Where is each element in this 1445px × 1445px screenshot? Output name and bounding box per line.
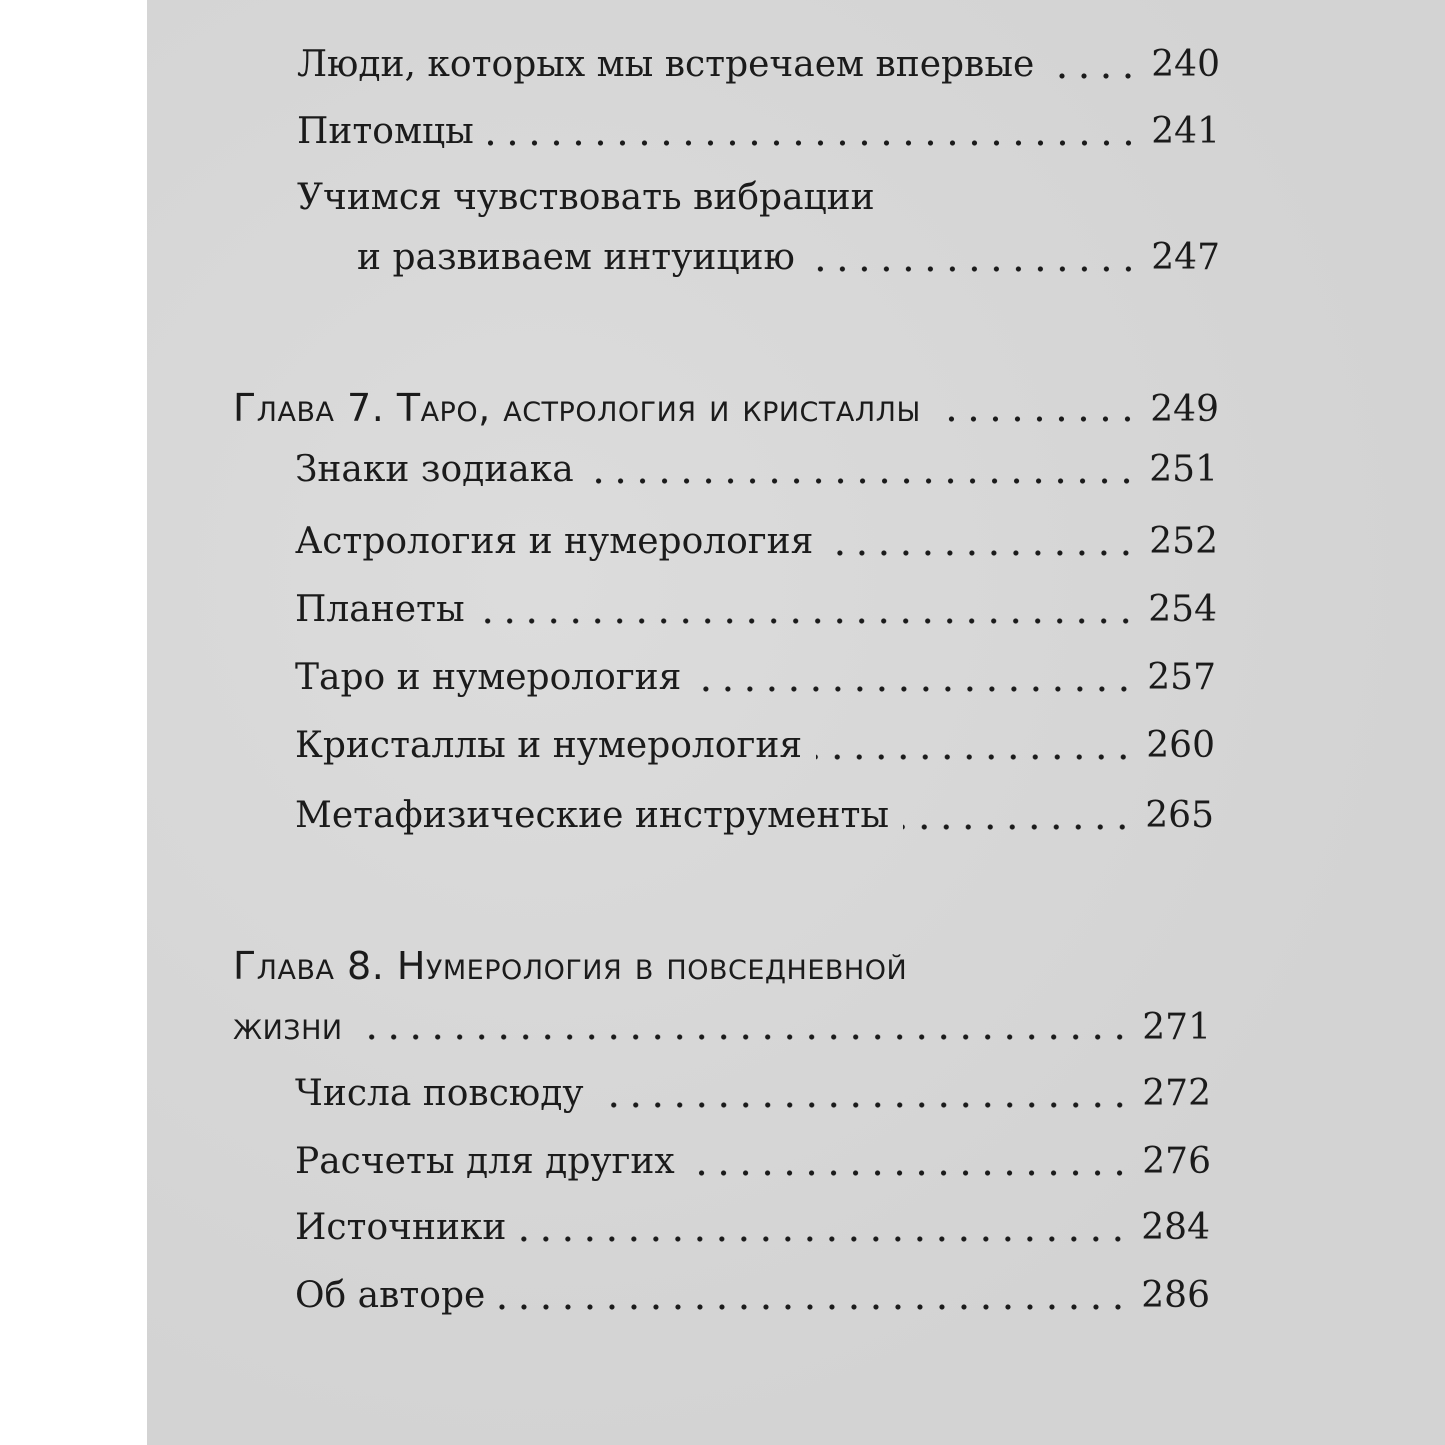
entry-title: Кристаллы и нумерология	[295, 725, 803, 766]
toc-entry	[295, 1069, 1211, 1119]
toc-entry	[295, 1137, 1211, 1187]
dot-leader	[520, 1236, 1129, 1242]
entry-page: 272	[1142, 1073, 1211, 1114]
entry-title: Числа повсюду	[295, 1073, 584, 1114]
entry-page: 271	[1142, 1007, 1211, 1048]
toc-entry	[297, 40, 1220, 90]
entry-title: и развиваем интуицию	[357, 237, 795, 278]
entry-title: Люди, которых мы встречаем впервые	[297, 44, 1035, 85]
entry-title: Планеты	[295, 589, 465, 630]
dot-leader	[598, 1102, 1131, 1108]
entry-title: Метафизические инструменты	[295, 795, 890, 836]
chapter-title: жизни	[233, 1004, 343, 1048]
toc-chapter	[233, 1001, 1211, 1051]
toc-entry	[295, 445, 1218, 495]
toc-entry	[295, 1271, 1210, 1321]
entry-title: Знаки зодиака	[295, 449, 574, 490]
entry-page: 249	[1150, 389, 1219, 430]
dot-leader	[903, 824, 1133, 830]
toc-entry	[295, 1203, 1210, 1253]
entry-page: 254	[1148, 589, 1217, 630]
entry-title: Об авторе	[295, 1275, 486, 1316]
entry-page: 286	[1141, 1275, 1210, 1316]
dot-leader	[695, 686, 1135, 692]
toc-chapter	[233, 383, 1219, 433]
toc-entry	[295, 517, 1218, 567]
toc-chapter-line1	[233, 941, 907, 991]
entry-page: 284	[1141, 1207, 1210, 1248]
dot-leader	[479, 618, 1137, 624]
chapter-title-line1: Глава 8. Нумерология в повседневной	[233, 944, 908, 988]
dot-leader	[588, 478, 1138, 484]
toc-entry-line1	[297, 173, 875, 223]
dot-leader	[935, 416, 1138, 422]
entry-page: 260	[1146, 725, 1215, 766]
dot-leader	[357, 1034, 1131, 1040]
entry-page: 247	[1151, 237, 1220, 278]
entry-title: Астрология и нумерология	[295, 521, 814, 562]
toc-entry	[295, 585, 1217, 635]
entry-page: 252	[1149, 521, 1218, 562]
entry-page: 240	[1151, 44, 1220, 85]
entry-page: 257	[1147, 657, 1216, 698]
toc-entry	[357, 233, 1220, 283]
toc-entry	[295, 653, 1216, 703]
entry-page: 251	[1149, 449, 1218, 490]
toc-entry	[297, 107, 1220, 157]
dot-leader	[816, 754, 1134, 760]
entry-title: Расчеты для других	[295, 1141, 675, 1182]
entry-title: Питомцы	[297, 111, 474, 152]
dot-leader	[809, 266, 1139, 272]
dot-leader	[827, 550, 1137, 556]
dot-leader	[488, 140, 1139, 146]
dot-leader	[499, 1304, 1129, 1310]
entry-page: 265	[1145, 795, 1214, 836]
entry-title-line1: Учимся чувствовать вибрации	[297, 177, 875, 218]
entry-title: Источники	[295, 1207, 507, 1248]
dot-leader	[1048, 73, 1139, 79]
dot-leader	[689, 1170, 1131, 1176]
entry-title: Таро и нумерология	[295, 657, 682, 698]
entry-page: 276	[1142, 1141, 1211, 1182]
entry-page: 241	[1151, 111, 1220, 152]
toc-entry	[295, 721, 1215, 771]
chapter-title: Глава 7. Таро, астрология и кристаллы	[233, 386, 921, 430]
toc-entry	[295, 791, 1214, 841]
